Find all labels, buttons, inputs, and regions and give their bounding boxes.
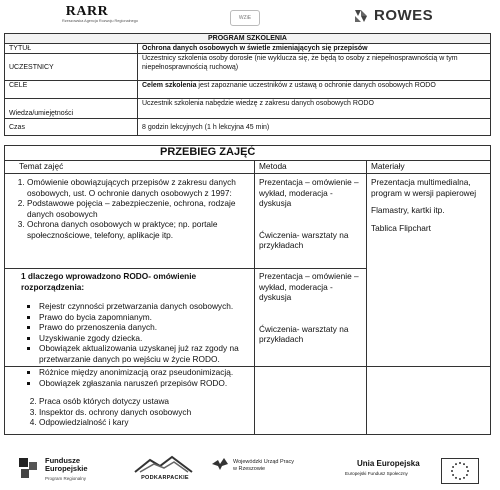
table-header-row [5, 161, 491, 174]
list-item: ▪ Prawo do bycia zapomnianym. [39, 312, 250, 323]
wup-line-1: Wojewódzki Urząd Pracy [233, 459, 295, 465]
eu-star-icon [455, 477, 457, 479]
row-value-rest: jest zapoznanie uczestników z ustawą o ochronie danych osobowych RODO [196, 82, 436, 89]
list-item: 2. Praca osób których dotyczy ustawa [39, 396, 250, 407]
eu-stars-icon [442, 459, 478, 483]
przebieg-table [4, 145, 491, 435]
materialy-text: Flamastry, kartki itp. [371, 205, 445, 215]
metoda-block-2 [255, 269, 367, 367]
row-value-bold: Celem szkolenia [142, 82, 197, 89]
row-value [138, 81, 491, 99]
mountains-icon [130, 454, 200, 474]
metoda-text: Prezentacja – omówienie – wykład, moderacja - dyskusja [259, 177, 359, 208]
materialy-text: Prezentacja multimedialna, program w wersji papierowej [371, 177, 477, 198]
list-item: ▪ Uzyskiwanie zgody dziecka. [39, 333, 250, 344]
row-value: Uczestnik szkolenia nabędzie wiedzę z zakresu danych osobowych RODO [138, 99, 491, 119]
metoda-text: Ćwiczenia- warsztaty na przykładach [259, 229, 349, 250]
table-row [5, 99, 491, 119]
wup-line-2: w Rzeszowie [233, 466, 266, 472]
metoda-text: Ćwiczenia- warsztaty na przykładach [259, 323, 349, 344]
ue-title: Unia Europejska [357, 459, 420, 468]
program-table [4, 33, 491, 136]
eu-star-icon [466, 474, 468, 476]
temat-block-1 [5, 174, 255, 269]
fe-mark-icon [17, 456, 41, 482]
temat-block-2 [5, 269, 255, 367]
eu-star-icon [451, 470, 453, 472]
eu-star-icon [463, 477, 465, 479]
page-header: RARR Rzeszowska Agencja Rozwoju Regionalnego WZiE ROWES [0, 0, 500, 32]
table-row [5, 174, 491, 269]
row-label: TYTUŁ [5, 44, 138, 54]
eu-star-icon [463, 463, 465, 465]
list-item: 2. Podstawowe pojęcia – zabezpieczenie, ochrona, rodzaje danych osobowych [27, 198, 250, 219]
row-value: Uczestnicy szkolenia osoby dorosłe (nie wyklucza się, że będą to osoby z niepełnosprawnością w tym niepełnosprawnością ruchową) [138, 54, 491, 81]
table-row [5, 367, 491, 435]
temat-block-3 [5, 367, 255, 435]
table-row [5, 54, 491, 81]
eu-star-icon [467, 470, 469, 472]
list-item: 3. Inspektor ds. ochrony danych osobowych [39, 407, 250, 418]
eu-star-icon [455, 463, 457, 465]
eu-star-icon [459, 462, 461, 464]
list-item: ▪ Różnice między anonimizacją oraz pseudonimizacją. [39, 367, 250, 378]
list-item: ▪ Obowiązek zgłaszania naruszeń przepisów RODO. [39, 378, 250, 389]
col-header-temat: Temat zajęć [5, 161, 255, 174]
list-item: ▪ Obowiązek aktualizowania uzyskanej już raz zgody na przetwarzanie danych po wejściu w życie RODO. [39, 343, 250, 364]
list-item: 3. Ochrona danych osobowych w praktyce; np. portale społecznościowe, telefony, aplikacje itp. [27, 219, 250, 240]
row-value: 8 godzin lekcyjnych (1 h lekcyjna 45 min) [138, 119, 491, 136]
materialy-text: Tablica Flipchart [371, 222, 431, 233]
fe-title-1: Fundusze [45, 456, 80, 465]
col-header-metoda: Metoda [255, 161, 367, 174]
eu-star-icon [466, 466, 468, 468]
row-label: UCZESTNICY [5, 54, 138, 81]
row-label: Czas [5, 119, 138, 136]
table-row [5, 44, 491, 54]
metoda-block-3 [255, 367, 367, 435]
list-item: 4. Odpowiedzialność i kary [39, 417, 250, 428]
list-item: ▪ Prawo do przenoszenia danych. [39, 322, 250, 333]
row-label: CELE [5, 81, 138, 99]
table-row [5, 119, 491, 136]
metoda-block-1 [255, 174, 367, 269]
eu-star-icon [459, 478, 461, 480]
section-title: 1 dlaczego wprowadzono RODO- omówienie rozporządzenia: [21, 271, 197, 292]
materialy-block-3 [367, 367, 491, 435]
przebieg-heading: PRZEBIEG ZAJĘĆ [5, 146, 491, 161]
eu-flag-icon [441, 458, 479, 484]
eu-star-icon [452, 466, 454, 468]
table-row [5, 81, 491, 99]
fe-subtitle: Program Regionalny [45, 476, 87, 481]
rarr-logo: RARR Rzeszowska Agencja Rozwoju Regionalnego [62, 4, 138, 23]
program-title: PROGRAM SZKOLENIA [5, 34, 491, 44]
list-item: ▪ Rejestr czynności przetwarzania danych osobowych. [39, 301, 250, 312]
wup-bird-icon [210, 456, 230, 472]
row-label: Wiedza/umiejętności [5, 99, 138, 119]
row-value: Ochrona danych osobowych w świetle zmieniających się przepisów [138, 44, 491, 54]
materialy-cell [367, 174, 491, 367]
page-footer: Fundusze Europejskie Program Regionalny PODKARPACKIE Wojewódzki Urząd Pracy w Rzeszowie Unia Europejska Europejski Fundusz Społeczny [0, 450, 500, 490]
wzie-logo: WZiE [230, 10, 260, 26]
list-item: 1. Omówienie obowiązujących przepisów z zakresu danych osobowych, ust. O ochronie danych osobowych z 1997: [27, 177, 250, 198]
col-header-materialy: Materiały [367, 161, 491, 174]
fe-title-2: Europejskie [45, 464, 88, 473]
ue-subtitle: Europejski Fundusz Społeczny [345, 471, 408, 476]
rowes-mark-icon [352, 8, 370, 24]
eu-star-icon [452, 474, 454, 476]
metoda-text: Prezentacja – omówienie – wykład, moderacja - dyskusja [259, 271, 359, 302]
